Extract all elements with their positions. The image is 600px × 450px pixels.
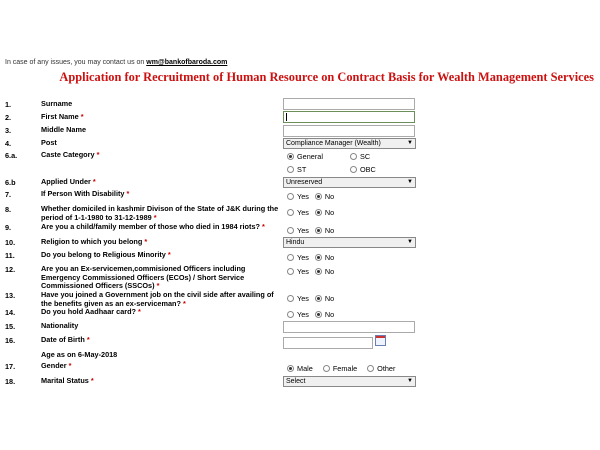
middle-name-input[interactable] [283, 125, 415, 137]
religion-select[interactable]: Hindu ▼ [283, 237, 416, 248]
riots-radio-group [287, 226, 340, 235]
chevron-down-icon: ▼ [407, 140, 413, 146]
riots-no-radio[interactable]: No [315, 226, 334, 235]
field-label: If Person With Disability * [41, 189, 130, 198]
field-label: Are you a child/family member of those who died in 1984 riots? * [41, 222, 265, 231]
caste-option-general[interactable]: General [287, 152, 323, 161]
row-number: 8. [5, 205, 12, 214]
field-label: Applied Under * [41, 177, 96, 186]
caste-option-st[interactable]: ST [287, 165, 306, 174]
field-label: Religion to which you belong * [41, 237, 148, 246]
row-number: 17. [5, 362, 16, 371]
domiciled-no-radio[interactable]: No [315, 208, 334, 217]
field-label: Are you an Ex-servicemen,commisioned Officers including Emergency Commissioned Officers (ECOs) / Short Service Commissioned Officers (SSCOs) * [41, 264, 246, 291]
row-number: 13. [5, 291, 16, 300]
contact-email-link[interactable]: wm@bankofbaroda.com [146, 59, 228, 66]
calendar-icon[interactable] [375, 335, 386, 346]
row-number: 4. [5, 139, 12, 148]
govt-job-radio-group [287, 294, 340, 303]
gender-radio-group [287, 364, 401, 373]
domiciled-yes-radio[interactable]: Yes [287, 208, 309, 217]
ex-servicemen-radio-group [287, 267, 340, 276]
field-label: Have you joined a Government job on the civil side after availing of the benefits given as an ex-serviceman? * [41, 290, 274, 308]
contact-text: In case of any issues, you may contact us on [5, 59, 147, 66]
aadhaar-yes-radio[interactable]: Yes [287, 310, 309, 319]
field-label: First Name * [41, 112, 84, 121]
disability-no-radio[interactable]: No [315, 192, 334, 201]
gender-male-radio[interactable]: Male [287, 364, 313, 373]
row-number: 1. [5, 100, 12, 109]
row-number: 14. [5, 308, 16, 317]
nationality-input[interactable] [283, 321, 415, 333]
field-label: Date of Birth * [41, 335, 90, 344]
row-number: 6.a. [5, 151, 18, 160]
field-label: Nationality [41, 321, 79, 330]
minority-yes-radio[interactable]: Yes [287, 253, 309, 262]
row-number: 10. [5, 238, 16, 247]
row-number: 6.b [5, 178, 16, 187]
post-select[interactable]: Compliance Manager (Wealth) ▼ [283, 138, 416, 149]
caste-option-sc[interactable]: SC [350, 152, 370, 161]
field-label: Whether domiciled in kashmir Divison of the State of J&K during the period of 1-1-1980 to 31-12-1989 * [41, 204, 279, 222]
minority-no-radio[interactable]: No [315, 253, 334, 262]
row-number: 7. [5, 190, 12, 199]
minority-radio-group [287, 253, 340, 262]
row-number: 16. [5, 336, 16, 345]
field-label: Post [41, 138, 57, 147]
age-note: Age as on 6-May-2018 [41, 350, 118, 359]
row-number: 15. [5, 322, 16, 331]
gender-other-radio[interactable]: Other [367, 364, 395, 373]
field-label: Middle Name [41, 125, 87, 134]
field-label: Marital Status * [41, 376, 94, 385]
text-cursor [286, 113, 287, 121]
disability-radio-group [287, 192, 340, 201]
dob-input[interactable] [283, 337, 373, 349]
aadhaar-no-radio[interactable]: No [315, 310, 334, 319]
row-number: 11. [5, 251, 15, 260]
gender-female-radio[interactable]: Female [323, 364, 357, 373]
aadhaar-radio-group [287, 310, 340, 319]
disability-yes-radio[interactable]: Yes [287, 192, 309, 201]
marital-status-select[interactable]: Select ▼ [283, 376, 416, 387]
ex-servicemen-yes-radio[interactable]: Yes [287, 267, 309, 276]
riots-yes-radio[interactable]: Yes [287, 226, 309, 235]
row-number: 18. [5, 377, 16, 386]
row-number: 12. [5, 265, 16, 274]
row-number: 2. [5, 113, 12, 122]
caste-option-obc[interactable]: OBC [350, 165, 376, 174]
chevron-down-icon: ▼ [407, 239, 413, 245]
first-name-input[interactable] [283, 111, 415, 123]
applied-under-select[interactable]: Unreserved ▼ [283, 177, 416, 188]
ex-servicemen-no-radio[interactable]: No [315, 267, 334, 276]
field-label: Gender * [41, 361, 72, 370]
govt-job-yes-radio[interactable]: Yes [287, 294, 309, 303]
row-number: 9. [5, 223, 12, 232]
domiciled-radio-group [287, 208, 340, 217]
field-label: Caste Category * [41, 150, 100, 159]
field-label: Do you hold Aadhaar card? * [41, 307, 141, 316]
field-label: Do you belong to Religious Minority * [41, 250, 171, 259]
surname-input[interactable] [283, 98, 415, 110]
govt-job-no-radio[interactable]: No [315, 294, 334, 303]
chevron-down-icon: ▼ [407, 378, 413, 384]
page-title: Application for Recruitment of Human Resource on Contract Basis for Wealth Management Services [59, 70, 594, 84]
chevron-down-icon: ▼ [407, 179, 413, 185]
contact-line [5, 59, 227, 66]
field-label: Surname [41, 99, 73, 108]
row-number: 3. [5, 126, 12, 135]
